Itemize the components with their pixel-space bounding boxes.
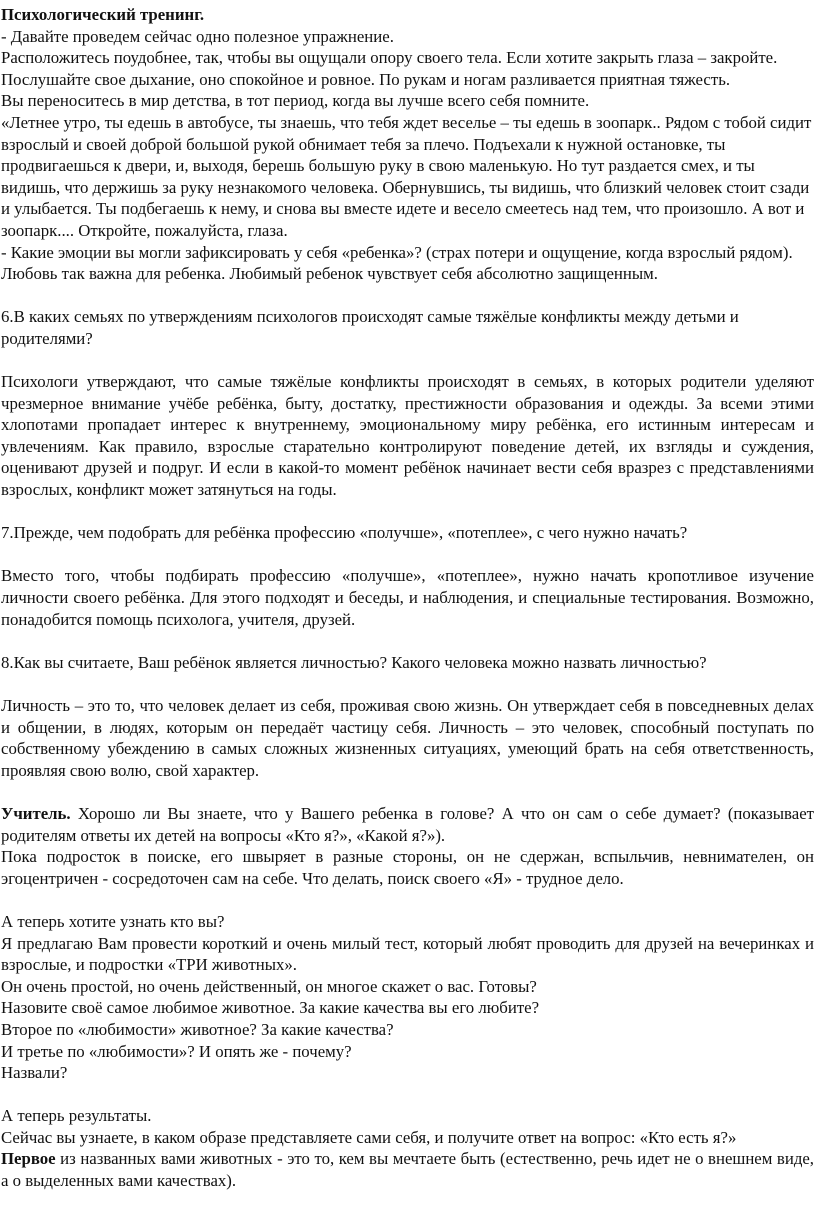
intro-line-3: Вы переноситесь в мир детства, в тот период, когда вы лучше всего себя помните. <box>1 91 590 111</box>
first-text: из названных вами животных - это то, кем вы мечтаете быть (естественно, речь идет не о внешнем виде, а о выделенных вами качествах). <box>1 1149 814 1191</box>
spacer <box>1 544 814 566</box>
answer-7: Вместо того, чтобы подбирать профессию «получше», «потеплее», нужно начать кропотливое изучение личности своего ребёнка. Для этого подходят и беседы, и наблюдения, и специальные тестирования. Возможно, понадобится помощь психолога, учителя, друзей. <box>1 566 814 629</box>
teacher-text: Хорошо ли Вы знаете, что у Вашего ребенка в голове? А что он сам о себе думает? (показывает родителям ответы их детей на вопросы «Кто я?», «Какой я?»). <box>1 803 814 845</box>
first-label: Первое <box>1 1149 56 1169</box>
test-intro: А теперь хотите узнать кто вы? <box>1 911 225 931</box>
spacer <box>1 350 814 372</box>
answer-8: Личность – это то, что человек делает из себя, проживая свою жизнь. Он утверждает себя в повседневных делах и общении, в людях, которым он передаёт частицу себя. Личность – это человек, способный поступать по собственному убеждению в самых сложных жизненных ситуациях, умеющий брать на себя ответственность, проявляя свою волю, свой характер. <box>1 696 814 780</box>
spacer <box>1 781 814 803</box>
spacer <box>1 889 814 911</box>
first-animal-paragraph <box>1 1148 814 1191</box>
test-offer: Я предлагаю Вам провести короткий и очень милый тест, который любят проводить для друзей на вечеринках и взрослые, и подростки «ТРИ животных». <box>1 933 814 975</box>
intro-line-5: - Какие эмоции вы могли зафиксировать у себя «ребенка»? (страх потери и ощущение, когда взрослый рядом). <box>1 242 793 262</box>
results-title: А теперь результаты. <box>1 1106 152 1126</box>
document-title: Психологический тренинг. <box>1 5 205 24</box>
answer-6: Психологи утверждают, что самые тяжёлые конфликты происходят в семьях, в которых родители уделяют чрезмерное внимание учёбе ребёнка, быту, достатку, престижности образования и одежды. За всеми этими хлопотами пропадает интерес к внутреннему, эмоциональному миру ребёнка, его истинным интересам и увлечениям. Как правило, взрослые старательно контролируют поведение детей, их взгляды и суждения, оценивают друзей и подруг. И если в какой-то момент ребёнок начинает вести себя вразрез с представлениями взрослых, конфликт может затянуться на годы. <box>1 372 814 500</box>
intro-line-1: - Давайте проведем сейчас одно полезное упражнение. <box>1 26 394 46</box>
spacer <box>1 1084 814 1106</box>
results-intro: Сейчас вы узнаете, в каком образе представляете сами себя, и получите ответ на вопрос: «Кто есть я?» <box>1 1127 737 1147</box>
question-6: 6.В каких семьях по утверждениям психологов происходят самые тяжёлые конфликты между детьми и родителями? <box>1 307 739 348</box>
teacher-label: Учитель. <box>1 803 71 823</box>
question-7: 7.Прежде, чем подобрать для ребёнка профессию «получше», «потеплее», с чего нужно начать? <box>1 523 688 543</box>
test-line-3: Второе по «любимости» животное? За какие качества? <box>1 1019 394 1039</box>
spacer <box>1 285 814 307</box>
intro-line-6: Любовь так важна для ребенка. Любимый ребенок чувствует себя абсолютно защищенным. <box>1 264 658 284</box>
intro-line-4: «Летнее утро, ты едешь в автобусе, ты знаешь, что тебя ждет веселье – ты едешь в зоопарк.. Рядом с тобой сидит взрослый и своей доброй большой рукой обнимает тебя за плечо. Подъехали к нужной остановке, ты продвигаешься к двери, и, выходя, берешь большую руку в свою маленькую. Но тут раздается смех, и ты видишь, что держишь за руку незнакомого человека. Обернувшись, ты видишь, что близкий человек стоит сзади и улыбается. Ты подбегаешь к нему, и снова вы вместе идете и весело смеетесь над тем, что произошло. А вот и зоопарк.... Откройте, пожалуйста, глаза. <box>1 112 812 240</box>
teen-paragraph: Пока подросток в поиске, его швыряет в разные стороны, он не сдержан, вспыльчив, невнимателен, он эгоцентричен - сосредоточен сам на себе. Что делать, поиск своего «Я» - трудное дело. <box>1 847 814 888</box>
test-line-1: Он очень простой, но очень действенный, он многое скажет о вас. Готовы? <box>1 976 537 996</box>
test-line-2: Назовите своё самое любимое животное. За какие качества вы его любите? <box>1 998 540 1018</box>
intro-line-2: Расположитесь поудобнее, так, чтобы вы ощущали опору своего тела. Если хотите закрыть глаза – закройте. Послушайте свое дыхание, оно спокойное и ровное. По рукам и ногам разливается приятная тяжесть. <box>1 48 778 89</box>
spacer <box>1 630 814 652</box>
test-line-4: И третье по «любимости»? И опять же - почему? <box>1 1041 352 1061</box>
spacer <box>1 501 814 523</box>
spacer <box>1 673 814 695</box>
test-line-5: Назвали? <box>1 1063 68 1083</box>
teacher-paragraph <box>1 803 814 846</box>
question-8: 8.Как вы считаете, Ваш ребёнок является личностью? Какого человека можно назвать личностью? <box>1 652 707 672</box>
